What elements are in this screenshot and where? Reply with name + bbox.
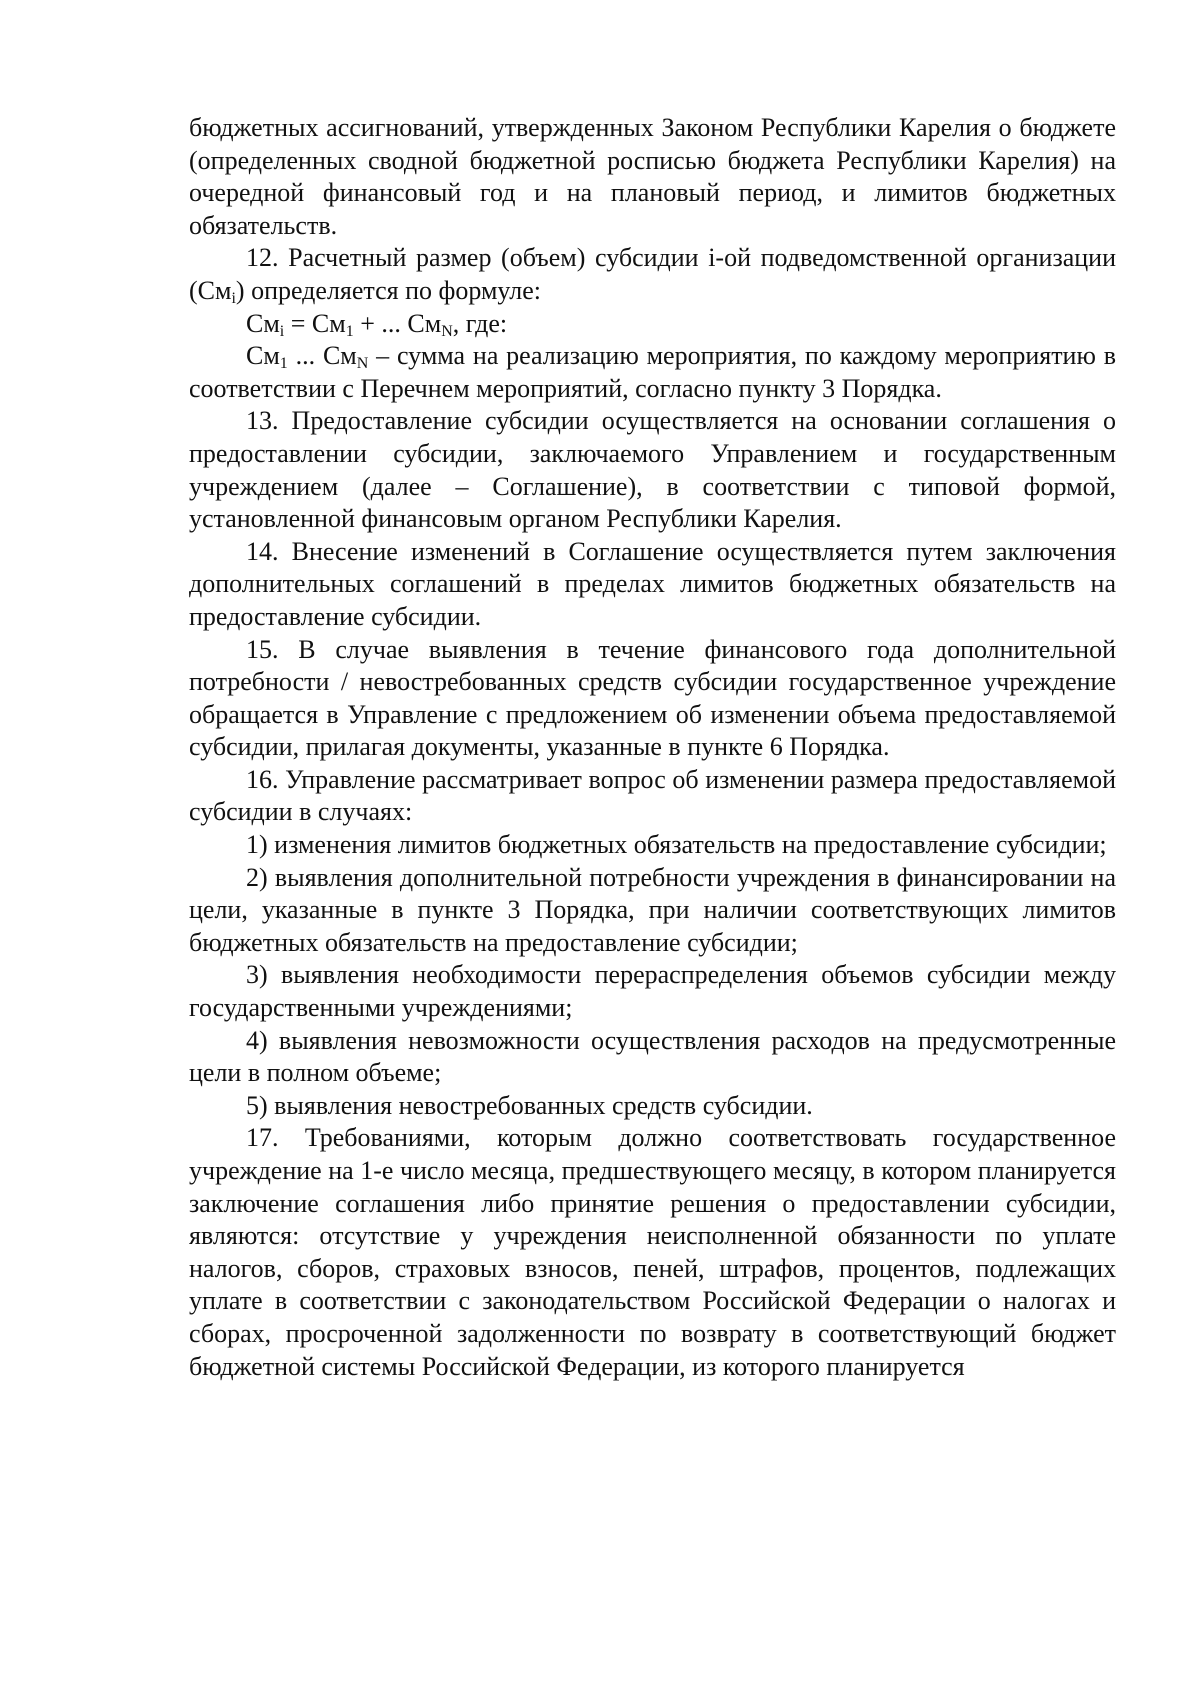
formula-part: См — [246, 308, 280, 338]
subscript-i: i — [231, 289, 236, 307]
formula-subscript: i — [279, 322, 285, 340]
paragraph-12 — [189, 242, 1116, 307]
formula-desc-part: ... См — [287, 341, 357, 371]
formula-desc-part: – сумма на реализацию мероприятия, по каждому мероприятию в соответствии с Перечнем мероприятий, согласно пункту 3 Порядка. — [189, 341, 1116, 403]
paragraph-16-item-1: 1) изменения лимитов бюджетных обязательств на предоставление субсидии; — [246, 830, 1107, 860]
formula-subscript: N — [441, 322, 453, 340]
formula-subscript: 1 — [345, 322, 354, 340]
paragraph-16-item-5: 5) выявления невостребованных средств субсидии. — [246, 1090, 813, 1120]
paragraph-continuation: бюджетных ассигнований, утвержденных Законом Республики Карелия о бюджете (определенных сводной бюджетной росписью бюджета Республики Карелия) на очередной финансовый год и на плановый период, и лимитов бюджетных обязательств. — [189, 113, 1116, 240]
paragraph-13: 13. Предоставление субсидии осуществляется на основании соглашения о предоставлении субсидии, заключаемого Управлением и государственным учреждением (далее – Соглашение), в соответствии с типовой формой, установленной финансовым органом Республики Карелия. — [189, 406, 1116, 534]
formula-part: , где: — [452, 308, 508, 338]
paragraph-16-item-3: 3) выявления необходимости перераспределения объемов субсидии между государственными учреждениями; — [189, 960, 1116, 1023]
formula-part: = См — [284, 308, 346, 338]
document-page — [189, 112, 1116, 1383]
formula-part: + ... См — [353, 308, 442, 338]
paragraph-14: 14. Внесение изменений в Соглашение осуществляется путем заключения дополнительных соглашений в пределах лимитов бюджетных обязательств на предоставление субсидии. — [189, 536, 1116, 631]
paragraph-16-item-4: 4) выявления невозможности осуществления расходов на предусмотренные цели в полном объеме; — [189, 1025, 1116, 1088]
paragraph-17: 17. Требованиями, которым должно соответствовать государственное учреждение на 1-е число месяца, предшествующего месяцу, в котором планируется заключение соглашения либо принятие решения о предоставлении субсидии, являются: отсутствие у учреждения неисполненной обязанности по уплате налогов, сборов, страховых взносов, пеней, штрафов, процентов, подлежащих уплате в соответствии с законодательством Российской Федерации о налогах и сборах, просроченной задолженности по возврату в соответствующий бюджет бюджетной системы Российской Федерации, из которого планируется — [189, 1123, 1116, 1381]
paragraph-12-text-before: 12. Расчетный размер (объем) субсидии i-ой подведомственной организации (См — [189, 243, 1116, 305]
formula-desc-subscript: 1 — [279, 355, 288, 373]
formula — [189, 308, 1116, 341]
paragraph-12-text-after: ) определяется по формуле: — [235, 275, 542, 305]
paragraph-16-item-2: 2) выявления дополнительной потребности учреждения в финансировании на цели, указанные в пункте 3 Порядка, при наличии соответствующих лимитов бюджетных обязательств на предоставление субсидии; — [189, 862, 1116, 957]
formula-desc-part: См — [246, 341, 280, 371]
formula-desc-subscript: N — [356, 355, 369, 373]
formula-description — [189, 340, 1116, 405]
paragraph-16: 16. Управление рассматривает вопрос об изменении размера предоставляемой субсидии в случаях: — [189, 764, 1116, 827]
paragraph-15: 15. В случае выявления в течение финансового года дополнительной потребности / невостребованных средств субсидии государственное учреждение обращается в Управление с предложением об изменении объема предоставляемой субсидии, прилагая документы, указанные в пункте 6 Порядка. — [189, 634, 1116, 762]
